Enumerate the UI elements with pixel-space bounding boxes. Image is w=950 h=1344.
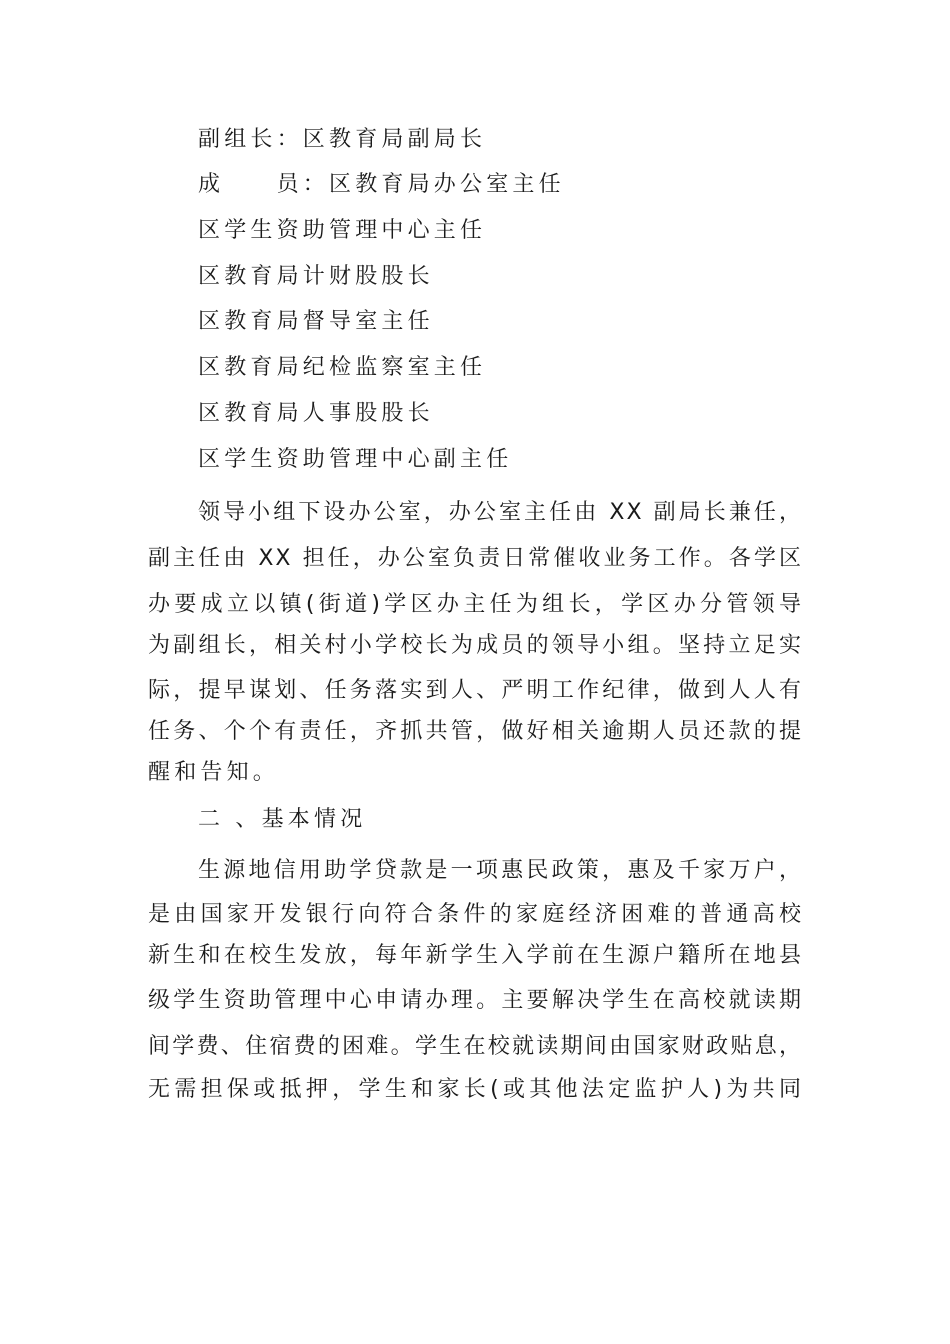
paragraph-line: 是由国家开发银行向符合条件的家庭经济困难的普通高校 [148, 902, 803, 927]
member-line-members-header: 成 员：区教育局办公室主任 [198, 172, 565, 197]
member-line: 区教育局计财股股长 [198, 264, 434, 289]
member-line: 区学生资助管理中心副主任 [198, 447, 513, 472]
paragraph-line: 办要成立以镇(街道)学区办主任为组长，学区办分管领导 [148, 592, 803, 617]
paragraph-line: 为副组长，相关村小学校长为成员的领导小组。坚持立足实 [148, 633, 803, 658]
paragraph-line: 生源地信用助学贷款是一项惠民政策，惠及千家万户， [198, 858, 803, 883]
member-line: 区教育局督导室主任 [198, 309, 434, 334]
member-line: 区教育局纪检监察室主任 [198, 355, 487, 380]
paragraph-line: 间学费、住宿费的困难。学生在校就读期间由国家财政贴息， [148, 1034, 803, 1059]
paragraph-line: 级学生资助管理中心申请办理。主要解决学生在高校就读期 [148, 988, 803, 1013]
paragraph-line: 领导小组下设办公室，办公室主任由 XX 副局长兼任， [198, 500, 803, 525]
member-line-deputy-leader: 副组长：区教育局副局长 [198, 127, 487, 152]
paragraph-line: 任务、个个有责任，齐抓共管，做好相关逾期人员还款的提 [148, 719, 803, 744]
member-line: 区学生资助管理中心主任 [198, 218, 487, 243]
paragraph-line: 新生和在校生发放，每年新学生入学前在生源户籍所在地县 [148, 943, 803, 968]
section-heading: 二 、基本情况 [198, 807, 367, 832]
paragraph-line: 副主任由 XX 担任，办公室负责日常催收业务工作。各学区 [148, 546, 803, 571]
paragraph-line: 无需担保或抵押，学生和家长(或其他法定监护人)为共同 [148, 1077, 803, 1102]
member-line: 区教育局人事股股长 [198, 401, 434, 426]
paragraph-line: 际，提早谋划、任务落实到人、严明工作纪律，做到人人有 [148, 678, 803, 703]
paragraph-line: 醒和告知。 [148, 760, 280, 785]
